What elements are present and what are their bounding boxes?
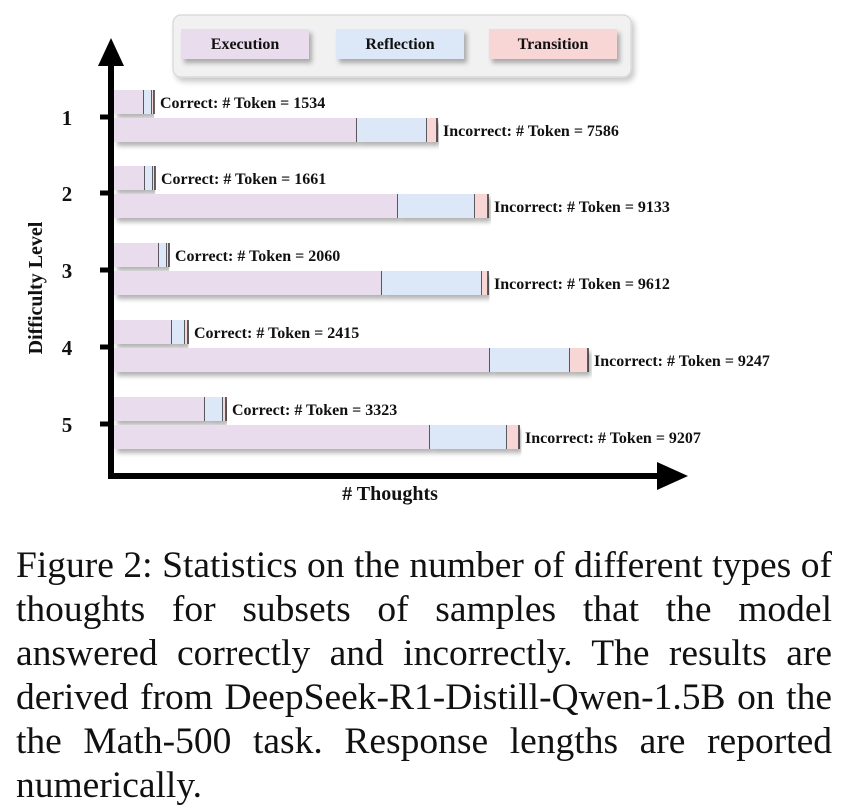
- correct-execution-segment: [114, 90, 144, 114]
- correct-execution-segment: [114, 243, 159, 267]
- correct-bar-level-1: [114, 90, 325, 114]
- x-axis-arrow: [657, 462, 688, 490]
- correct-bar-level-4: [114, 320, 359, 344]
- incorrect-transition-segment: [570, 348, 588, 372]
- correct-reflection-segment: [159, 243, 167, 267]
- correct-reflection-segment: [144, 90, 152, 114]
- y-tick-label: 5: [61, 413, 73, 437]
- legend: [173, 15, 631, 77]
- correct-execution-segment: [114, 166, 145, 190]
- correct-reflection-segment: [172, 320, 185, 344]
- incorrect-transition-segment: [427, 118, 437, 142]
- correct-reflection-segment: [145, 166, 153, 190]
- incorrect-execution-segment: [114, 194, 398, 218]
- incorrect-bar-level-2: [114, 194, 670, 218]
- incorrect-token-label: Incorrect: # Token = 9133: [494, 199, 670, 216]
- y-tick-label: 3: [61, 259, 73, 283]
- incorrect-token-label: Incorrect: # Token = 9612: [494, 276, 670, 293]
- y-tick-label: 4: [61, 336, 73, 360]
- legend-item-transition: [489, 29, 617, 59]
- correct-bar-level-2: [114, 166, 326, 190]
- correct-bar-level-3: [114, 243, 340, 267]
- legend-label-transition: Transition: [517, 36, 589, 53]
- incorrect-transition-segment: [475, 194, 488, 218]
- correct-execution-segment: [114, 397, 205, 421]
- incorrect-token-label: Incorrect: # Token = 9247: [594, 353, 770, 370]
- correct-token-label: Correct: # Token = 2415: [194, 325, 360, 342]
- incorrect-reflection-segment: [490, 348, 570, 372]
- incorrect-execution-segment: [114, 425, 430, 449]
- incorrect-bar-level-3: [114, 271, 670, 295]
- legend-label-reflection: Reflection: [365, 36, 435, 53]
- incorrect-bar-level-5: [114, 425, 701, 449]
- incorrect-execution-segment: [114, 118, 357, 142]
- x-axis-label: # Thoughts: [342, 483, 438, 505]
- figure-caption: Figure 2: Statistics on the number of different types of thoughts for subsets of samples that the model answered correctly and incorrectly. The results are derived from DeepSeek-R1-Distill-Qwen-1.5B on the the Math-500 task. Response lengths are reported numerically.: [16, 545, 832, 806]
- legend-item-reflection: [336, 29, 464, 59]
- y-axis-label: Difficulty Level: [25, 221, 47, 355]
- correct-execution-segment: [114, 320, 172, 344]
- incorrect-execution-segment: [114, 271, 382, 295]
- y-tick-label: 1: [61, 106, 73, 130]
- incorrect-reflection-segment: [382, 271, 482, 295]
- y-axis-arrow: [98, 38, 124, 66]
- incorrect-bar-level-4: [114, 348, 770, 372]
- correct-token-label: Correct: # Token = 3323: [232, 402, 398, 419]
- incorrect-token-label: Incorrect: # Token = 9207: [525, 430, 701, 447]
- incorrect-token-label: Incorrect: # Token = 7586: [443, 123, 619, 140]
- incorrect-transition-segment: [507, 425, 519, 449]
- incorrect-transition-segment: [482, 271, 488, 295]
- correct-reflection-segment: [205, 397, 223, 421]
- correct-bar-level-5: [114, 397, 397, 421]
- correct-token-label: Correct: # Token = 1534: [160, 95, 326, 112]
- y-tick-label: 2: [61, 182, 73, 206]
- incorrect-execution-segment: [114, 348, 490, 372]
- incorrect-reflection-segment: [357, 118, 427, 142]
- correct-token-label: Correct: # Token = 1661: [161, 171, 327, 188]
- incorrect-reflection-segment: [430, 425, 507, 449]
- correct-token-label: Correct: # Token = 2060: [175, 248, 341, 265]
- incorrect-bar-level-1: [114, 118, 619, 142]
- legend-item-execution: [181, 29, 309, 59]
- incorrect-reflection-segment: [398, 194, 475, 218]
- legend-label-execution: Execution: [210, 36, 280, 53]
